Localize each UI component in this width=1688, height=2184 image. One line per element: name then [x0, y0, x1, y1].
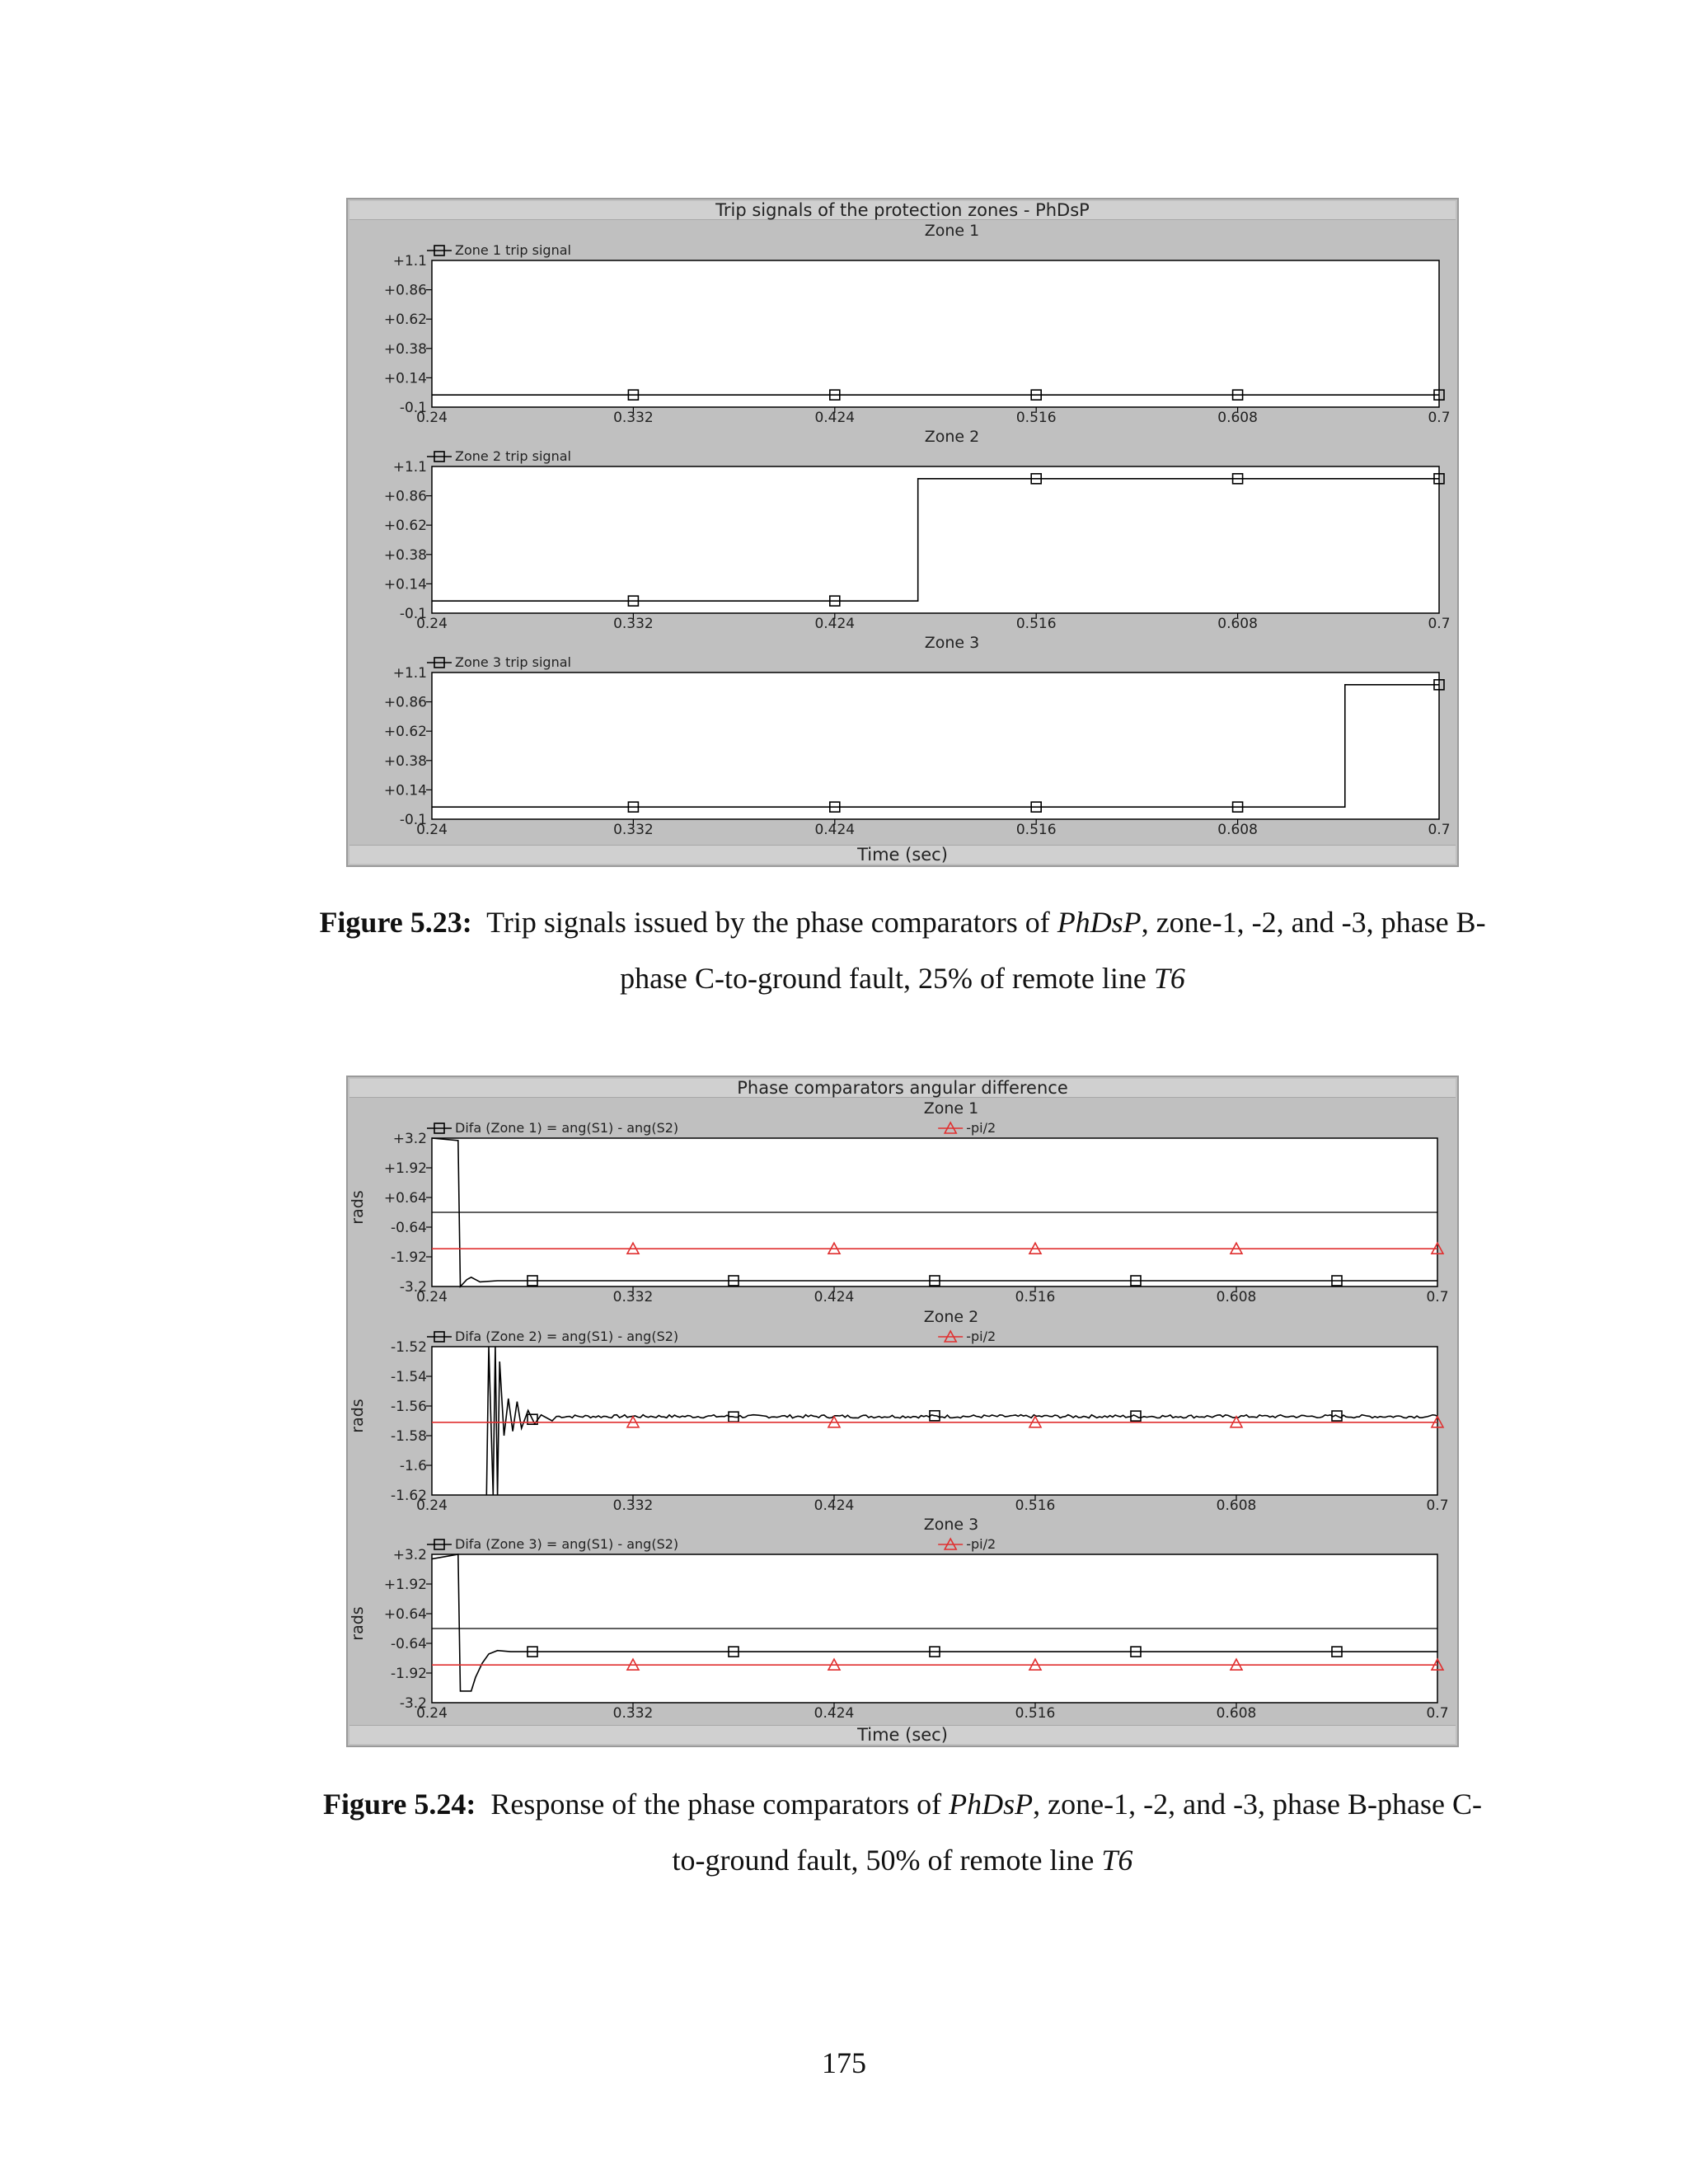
chart-panel-zone-1 — [349, 1099, 1449, 1305]
caption-text: T6 — [1153, 962, 1185, 995]
y-tick-label: +0.38 — [383, 546, 427, 564]
y-tick-label: -1.62 — [391, 1488, 427, 1504]
caption-label: Figure 5.24: — [323, 1788, 476, 1821]
y-tick-label: +1.1 — [392, 253, 427, 269]
y-tick-label: -3.2 — [399, 1279, 427, 1296]
y-tick-label: +0.62 — [383, 724, 427, 741]
y-tick-label: +0.64 — [383, 1190, 427, 1207]
x-tick-label: 0.24 — [416, 1705, 448, 1722]
x-tick-label: 0.332 — [613, 410, 654, 426]
y-tick-label: -1.92 — [391, 1666, 427, 1682]
x-tick-label: 0.332 — [612, 1705, 654, 1722]
y-tick-label: -1.56 — [391, 1399, 427, 1415]
x-tick-label: 0.516 — [1015, 822, 1057, 838]
plot-window-title: Phase comparators angular difference — [349, 1079, 1456, 1098]
x-tick-label: 0.424 — [814, 616, 856, 632]
plot-area — [432, 673, 1439, 819]
panel-title: Zone 2 — [923, 1308, 979, 1326]
x-tick-label: 0.608 — [1216, 1705, 1257, 1722]
y-tick-label: +0.62 — [383, 518, 427, 535]
y-tick-label: +0.38 — [383, 340, 427, 358]
x-tick-label: 0.332 — [613, 822, 654, 838]
caption-text: PhDsP — [1057, 906, 1142, 939]
caption-text: Response of the phase comparators of — [490, 1788, 950, 1821]
y-tick-label: +0.62 — [383, 312, 427, 329]
y-tick-label: +3.2 — [392, 1131, 427, 1147]
y-tick-label: +0.86 — [383, 488, 427, 505]
plot-area — [432, 466, 1439, 613]
chart-panel-zone-2 — [349, 1308, 1449, 1514]
figure-5-23-plot-window — [346, 198, 1459, 867]
panel-title: Zone 2 — [924, 428, 980, 446]
legend-label: Difa (Zone 2) = ang(S1) - ang(S2) — [455, 1329, 679, 1344]
y-tick-label: -1.58 — [391, 1428, 427, 1445]
x-tick-label: 0.7 — [1428, 410, 1451, 426]
x-tick-label: 0.424 — [814, 1289, 855, 1305]
chart-panel-zone-2 — [384, 428, 1451, 632]
x-tick-label: 0.24 — [416, 1497, 448, 1514]
caption-text: PhDsP — [949, 1788, 1034, 1821]
x-axis-label: Time (sec) — [349, 845, 1456, 864]
figure-5-23-caption — [313, 894, 1492, 1006]
x-tick-label: 0.516 — [1015, 1497, 1056, 1514]
x-tick-label: 0.7 — [1426, 1497, 1449, 1514]
trip-signals-charts — [348, 199, 1461, 869]
x-tick-label: 0.516 — [1015, 410, 1057, 426]
y-tick-label: +1.92 — [383, 1160, 427, 1177]
legend-label: -pi/2 — [966, 1329, 996, 1344]
x-tick-label: 0.608 — [1216, 1497, 1257, 1514]
legend-label: Difa (Zone 3) = ang(S1) - ang(S2) — [455, 1536, 679, 1552]
y-tick-label: +1.1 — [392, 665, 427, 682]
y-tick-label: +1.92 — [383, 1577, 427, 1593]
x-tick-label: 0.24 — [416, 410, 448, 426]
x-tick-label: 0.424 — [814, 822, 856, 838]
caption-text: Trip signals issued by the phase comparators of — [486, 906, 1057, 939]
x-tick-label: 0.516 — [1015, 1289, 1056, 1305]
x-tick-label: 0.24 — [416, 822, 448, 838]
x-tick-label: 0.516 — [1015, 616, 1057, 632]
phase-comparator-charts — [348, 1077, 1461, 1749]
y-tick-label: -3.2 — [399, 1695, 427, 1712]
legend-label: Difa (Zone 1) = ang(S1) - ang(S2) — [455, 1120, 679, 1136]
legend-label: Zone 1 trip signal — [455, 242, 571, 258]
y-tick-label: -1.6 — [399, 1458, 427, 1474]
page-number: 175 — [822, 2046, 866, 2079]
caption-text: T6 — [1101, 1844, 1133, 1877]
y-tick-label: -1.92 — [391, 1249, 427, 1266]
y-tick-label: +0.38 — [383, 752, 427, 770]
x-tick-label: 0.608 — [1217, 616, 1258, 632]
x-tick-label: 0.332 — [613, 616, 654, 632]
y-axis-label: rads — [349, 1190, 367, 1225]
y-tick-label: -1.52 — [391, 1339, 427, 1356]
x-tick-label: 0.332 — [612, 1289, 654, 1305]
plot-area — [432, 260, 1439, 407]
x-tick-label: 0.516 — [1015, 1705, 1056, 1722]
y-tick-label: +3.2 — [392, 1547, 427, 1563]
x-tick-label: 0.7 — [1428, 822, 1451, 838]
figure-5-24-plot-window — [346, 1076, 1459, 1747]
x-tick-label: 0.608 — [1217, 822, 1258, 838]
legend-label: -pi/2 — [966, 1120, 996, 1136]
x-tick-label: 0.24 — [416, 616, 448, 632]
panel-title: Zone 3 — [923, 1516, 979, 1534]
x-tick-label: 0.7 — [1428, 616, 1451, 632]
y-axis-label: rads — [349, 1606, 367, 1641]
x-axis-label: Time (sec) — [349, 1725, 1456, 1744]
caption-text: , zone-1, -2, and -3, phase B-phase C-to-ground fault, 50% of remote line — [672, 1788, 1482, 1877]
figure-5-24-caption — [313, 1776, 1492, 1888]
x-tick-label: 0.424 — [814, 410, 856, 426]
caption-text: , zone-1, -2, and -3, phase B-phase C-to-ground fault, 25% of remote line — [620, 906, 1486, 995]
y-tick-label: -0.64 — [391, 1636, 427, 1652]
x-tick-label: 0.424 — [814, 1705, 855, 1722]
y-tick-label: +0.14 — [383, 370, 427, 387]
x-tick-label: 0.7 — [1426, 1705, 1449, 1722]
chart-panel-zone-3 — [384, 634, 1451, 838]
legend-label: Zone 2 trip signal — [455, 448, 571, 464]
legend-label: Zone 3 trip signal — [455, 654, 571, 670]
y-tick-label: -1.54 — [391, 1369, 427, 1385]
x-tick-label: 0.424 — [814, 1497, 855, 1514]
y-tick-label: +0.86 — [383, 694, 427, 711]
panel-title: Zone 1 — [923, 1099, 979, 1118]
chart-panel-zone-3 — [349, 1516, 1449, 1722]
chart-panel-zone-1 — [384, 222, 1451, 426]
y-tick-label: +0.14 — [383, 782, 427, 799]
y-tick-label: +0.64 — [383, 1606, 427, 1623]
x-tick-label: 0.608 — [1217, 410, 1258, 426]
y-tick-label: +0.86 — [383, 282, 427, 299]
x-tick-label: 0.24 — [416, 1289, 448, 1305]
y-tick-label: -0.1 — [399, 400, 427, 416]
x-tick-label: 0.7 — [1426, 1289, 1449, 1305]
panel-title: Zone 3 — [924, 634, 980, 652]
y-tick-label: +0.14 — [383, 576, 427, 593]
legend-label: -pi/2 — [966, 1536, 996, 1552]
caption-label: Figure 5.23: — [319, 906, 472, 939]
y-tick-label: -0.1 — [399, 606, 427, 622]
plot-window-title: Trip signals of the protection zones - PhDsP — [349, 201, 1456, 220]
panel-title: Zone 1 — [924, 222, 980, 240]
y-tick-label: -0.1 — [399, 812, 427, 828]
y-tick-label: -0.64 — [391, 1220, 427, 1236]
x-tick-label: 0.332 — [612, 1497, 654, 1514]
x-tick-label: 0.608 — [1216, 1289, 1257, 1305]
y-tick-label: +1.1 — [392, 459, 427, 476]
y-axis-label: rads — [349, 1399, 367, 1433]
